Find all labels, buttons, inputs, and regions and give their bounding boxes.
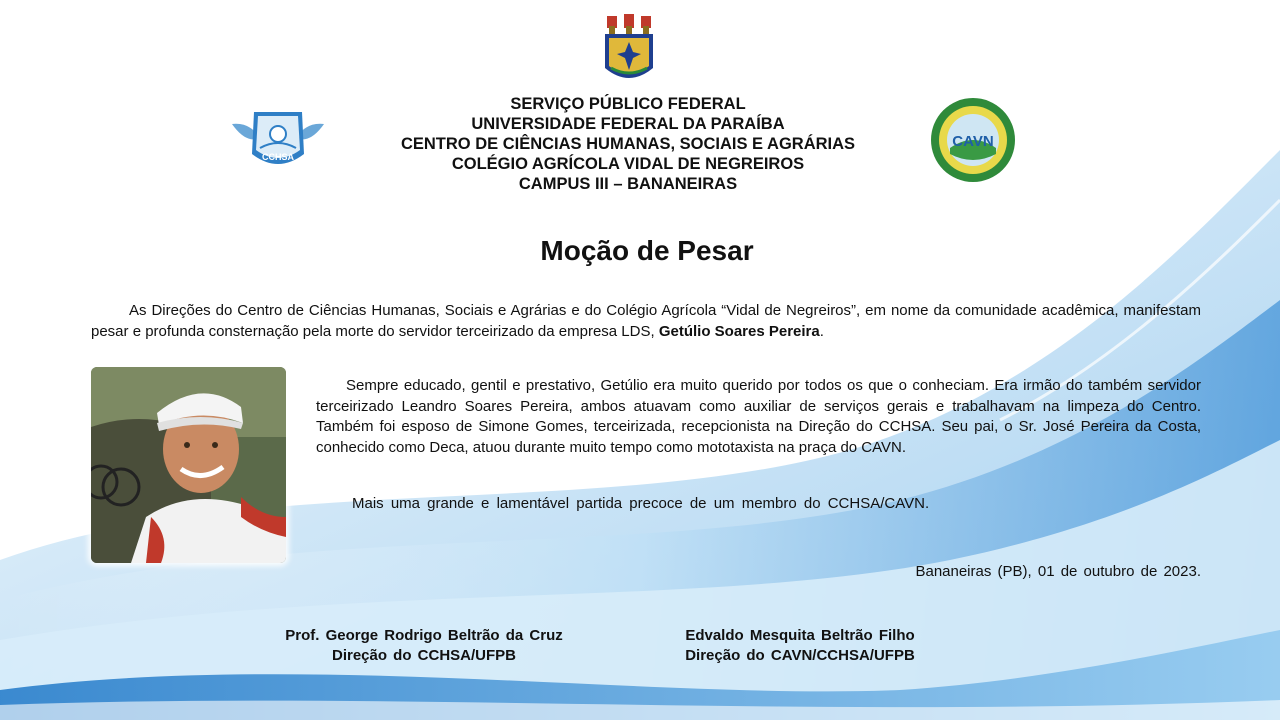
cchsa-logo-text: CCHSA — [261, 152, 295, 162]
ufpb-crest-icon — [603, 12, 655, 88]
header-line: UNIVERSIDADE FEDERAL DA PARAÍBA — [471, 115, 785, 133]
deceased-name: Getúlio Soares Pereira — [658, 323, 820, 340]
paragraph-intro-end: . — [819, 323, 824, 340]
paragraph-closing: Mais uma grande e lamentável partida precoce de um membro do CCHSA/CAVN. — [352, 495, 930, 512]
signature-role: Direção do CAVN/CCHSA/UFPB — [685, 647, 915, 664]
institution-header — [330, 94, 926, 194]
signature-role: Direção do CCHSA/UFPB — [331, 647, 517, 664]
cavn-logo — [924, 96, 1022, 184]
signature-cchsa — [260, 626, 588, 666]
paragraph-intro-text: As Direções do Centro de Ciências Humanas, Sociais e Agrárias e do Colégio Agrícola “Vidal de Negreiros”, em nome da comunidade acadêmica, manifestam pesar e profunda consternação pela morte do servidor terceirizado da empresa LDS, — [91, 302, 1201, 340]
cchsa-logo — [230, 104, 326, 176]
header-line: SERVIÇO PÚBLICO FEDERAL — [510, 95, 746, 113]
signature-name: Prof. George Rodrigo Beltrão da Cruz — [285, 627, 563, 644]
signature-name: Edvaldo Mesquita Beltrão Filho — [685, 627, 915, 644]
header-line: CAMPUS III – BANANEIRAS — [518, 175, 738, 193]
document-date: Bananeiras (PB), 01 de outubro de 2023. — [915, 563, 1201, 580]
header-line: COLÉGIO AGRÍCOLA VIDAL DE NEGREIROS — [451, 155, 805, 173]
deceased-photo — [91, 367, 286, 563]
paragraph-intro — [91, 300, 1201, 342]
document-title: Moção de Pesar — [540, 235, 754, 266]
cavn-logo-text: CAVN — [952, 133, 994, 150]
signature-cavn — [660, 626, 940, 666]
paragraph-biography: Sempre educado, gentil e prestativo, Getúlio era muito querido por todos os que o conheciam. Era irmão do também servidor terceirizado Leandro Soares Pereira, ambos atuavam como auxiliar de serviços gerais e trabalhavam na limpeza do Centro. Também foi esposo de Simone Gomes, terceirizada, recepcionista na Direção do CCHSA. Seu pai, o Sr. José Pereira da Costa, conhecido como Deca, atuou durante muito tempo como mototaxista na praça do CAVN. — [316, 377, 1201, 456]
header-line: CENTRO DE CIÊNCIAS HUMANAS, SOCIAIS E AGRÁRIAS — [400, 135, 856, 153]
